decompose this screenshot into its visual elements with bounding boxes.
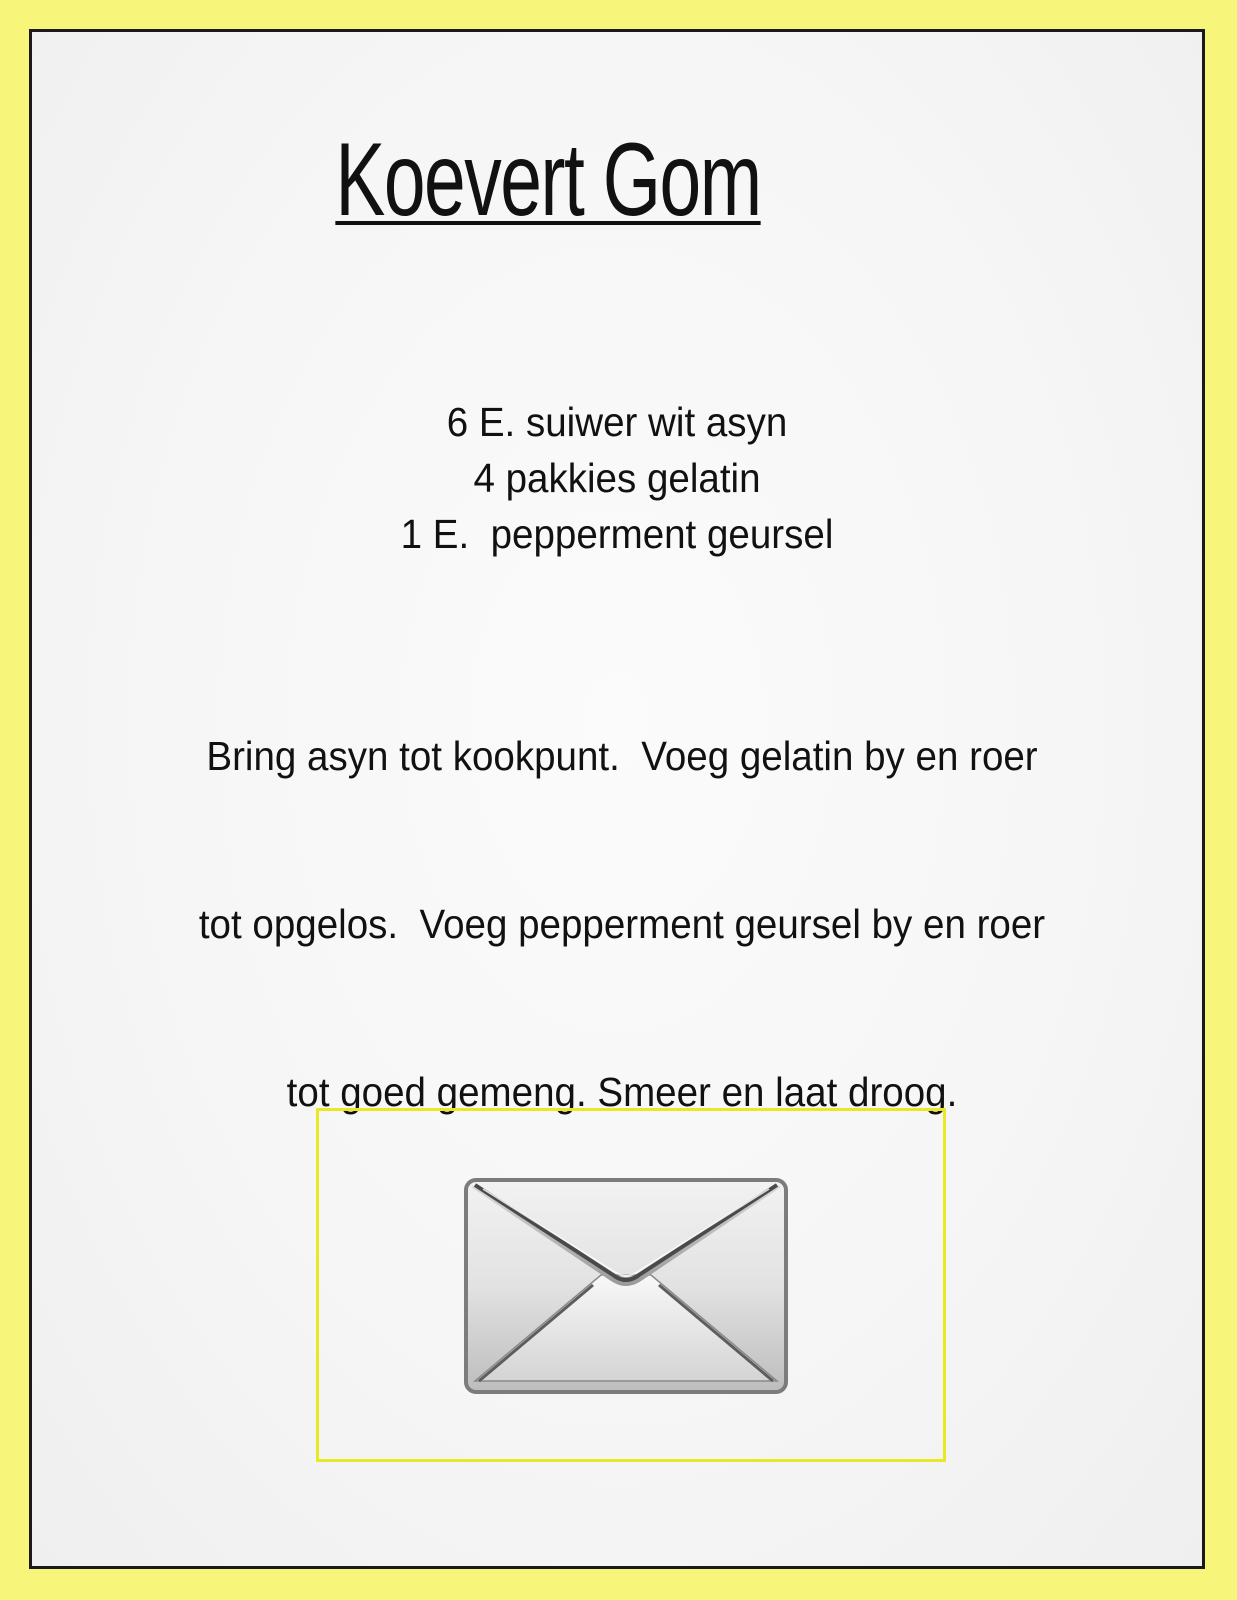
- ingredient-item: 6 E. suiwer wit asyn: [446, 399, 788, 445]
- method-line: Bring asyn tot kookpunt. Voeg gelatin by en roer: [206, 733, 1038, 779]
- envelope-icon: [463, 1177, 789, 1395]
- recipe-title-text: Koevert Gom: [335, 122, 761, 238]
- recipe-card: [29, 29, 1205, 1569]
- ingredient-item: 4 pakkies gelatin: [473, 455, 761, 501]
- ingredient-list: [32, 394, 1202, 562]
- method-line: tot goed gemeng. Smeer en laat droog.: [286, 1069, 958, 1115]
- recipe-title: [127, 120, 969, 240]
- ingredient-item: 1 E. pepperment geursel: [400, 511, 834, 557]
- method-line: tot opgelos. Voeg pepperment geursel by en roer: [198, 901, 1046, 947]
- envelope-frame: [316, 1108, 946, 1462]
